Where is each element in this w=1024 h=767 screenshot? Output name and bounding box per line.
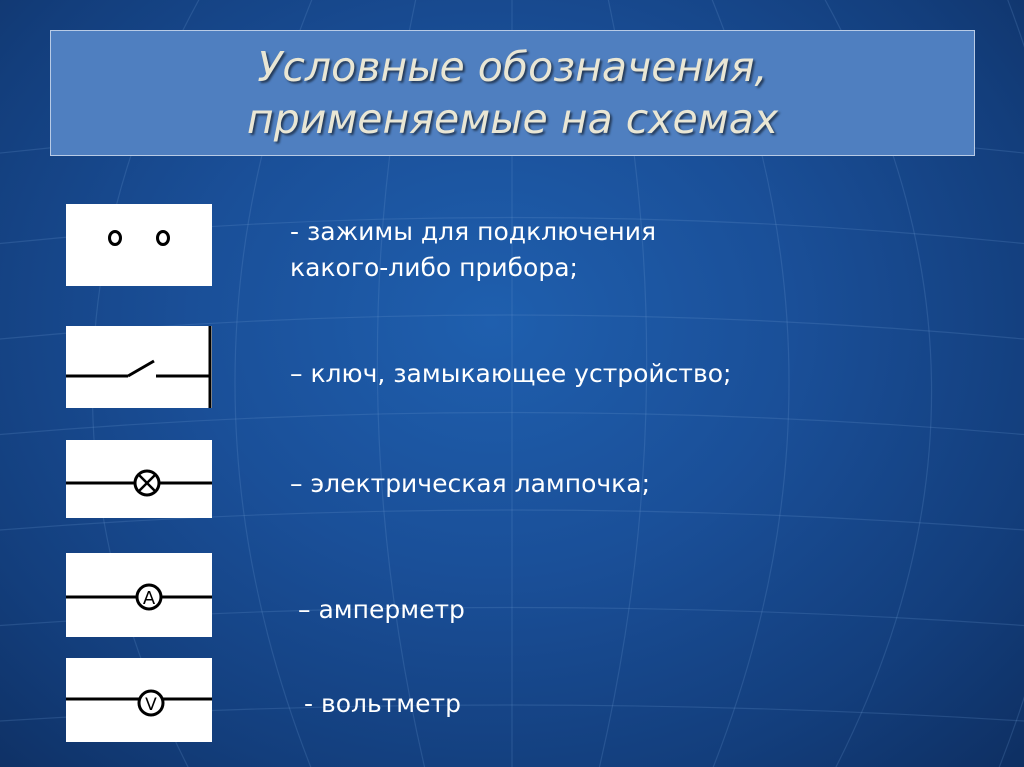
lamp-symbol-box	[66, 440, 212, 518]
lamp-icon	[66, 440, 212, 518]
title-box	[50, 30, 975, 156]
ammeter-letter: A	[142, 588, 156, 609]
terminals-icon	[66, 204, 212, 286]
ammeter-icon	[66, 553, 212, 637]
slide-title-line-1: Условные обозначения,	[257, 43, 768, 91]
switch-key-icon	[66, 326, 212, 408]
terminals-description-line-1: - зажимы для подключения	[290, 217, 656, 246]
voltmeter-letter: V	[145, 695, 157, 715]
lamp-description: – электрическая лампочка;	[290, 469, 651, 498]
switch-key-symbol-box	[66, 326, 212, 408]
terminals-symbol-box	[66, 204, 212, 286]
switch-key-description: – ключ, замыкающее устройство;	[290, 359, 732, 388]
ammeter-description: – амперметр	[298, 595, 465, 624]
terminals-description	[290, 214, 656, 286]
voltmeter-symbol-box	[66, 658, 212, 742]
slide-title-line-2: применяемые на схемах	[246, 95, 779, 143]
voltmeter-icon	[66, 658, 212, 742]
ammeter-symbol-box	[66, 553, 212, 637]
voltmeter-description: - вольтметр	[304, 689, 461, 718]
terminals-description-line-2: какого-либо прибора;	[290, 253, 578, 282]
